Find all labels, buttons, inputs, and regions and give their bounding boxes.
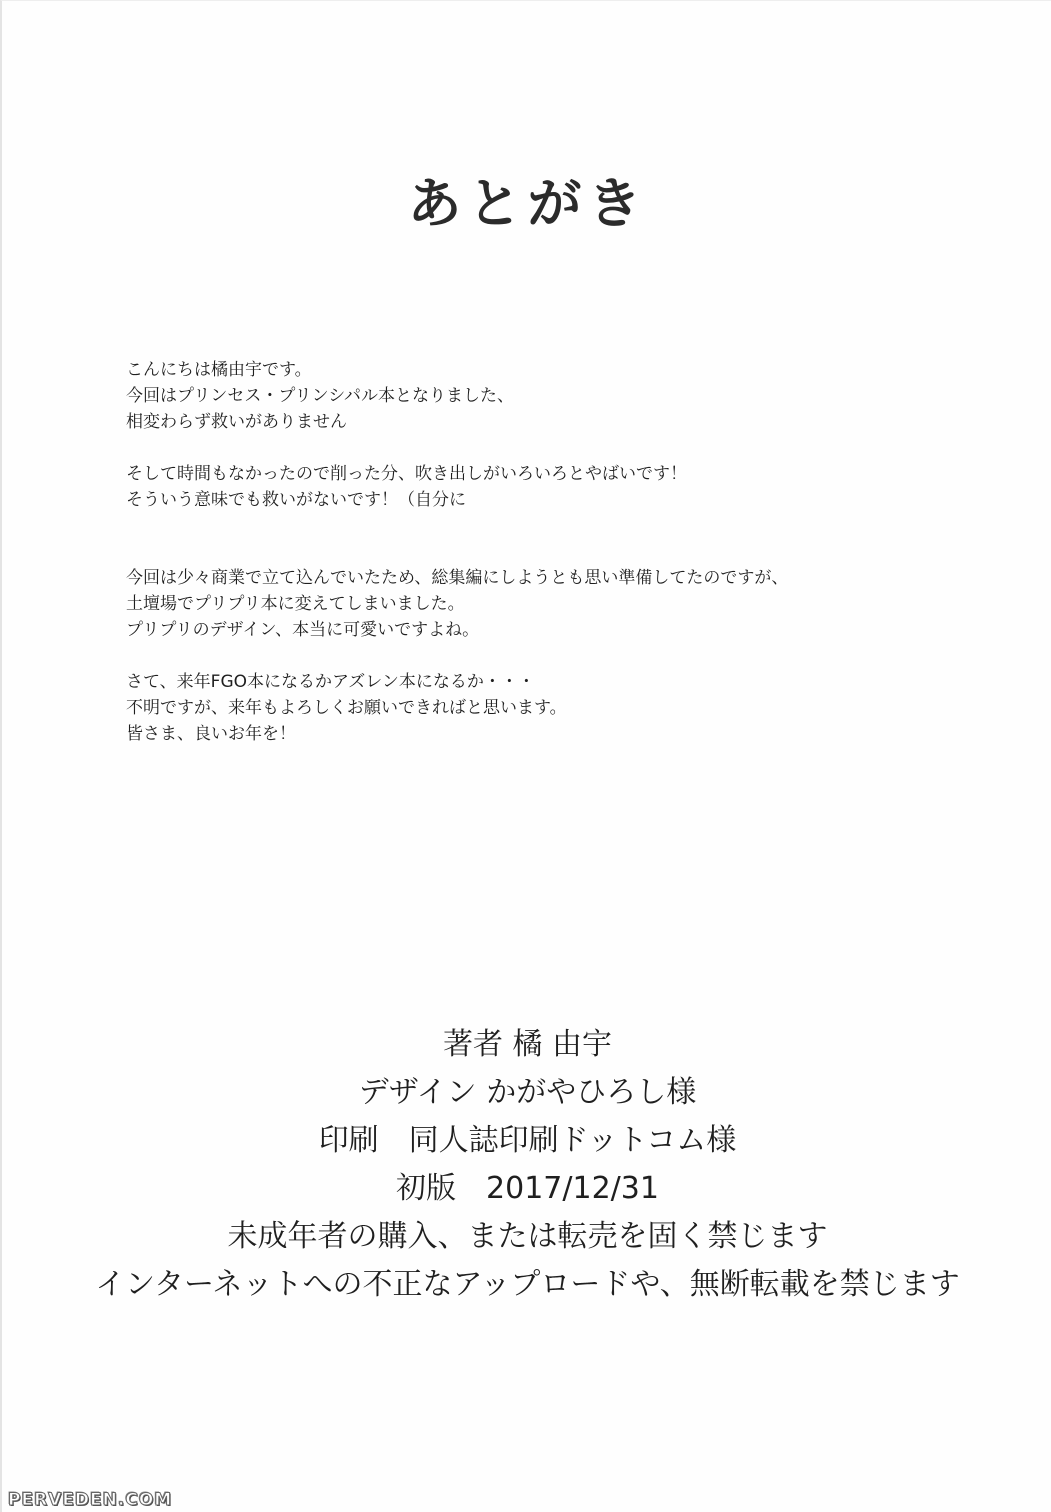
colophon-notice-upload: インターネットへの不正なアップロードや、無断転載を禁じます — [95, 1267, 960, 1302]
text-line: 土壇場でプリプリ本に変えてしまいました。 — [126, 594, 465, 614]
text-line: 皆さま、良いお年を！ — [126, 724, 296, 744]
text-line: こんにちは橘由宇です。 — [126, 360, 312, 380]
text-line: プリプリのデザイン、本当に可愛いですよね。 — [126, 620, 480, 640]
text-line: 相変わらず救いがありません — [126, 412, 347, 432]
paragraph-greeting — [126, 357, 1006, 435]
colophon — [2, 1021, 1051, 1309]
paragraph-speech-bubbles — [126, 461, 1006, 513]
text-line: さて、来年FGO本になるかアズレン本になるか・・・ — [126, 672, 535, 692]
colophon-printing: 印刷 同人誌印刷ドットコム様 — [318, 1123, 737, 1158]
text-line: そして時間もなかったので削った分、吹き出しがいろいろとやばいです！ — [126, 464, 687, 484]
site-watermark: PERVEDEN.COM — [8, 1490, 173, 1510]
text-line: そういう意味でも救いがないです！（自分に — [126, 490, 466, 510]
text-line: 今回はプリンセス・プリンシパル本となりました、 — [126, 386, 515, 406]
afterword-body — [126, 357, 1006, 773]
text-line: 今回は少々商業で立て込んでいたため、総集編にしようとも思い準備してたのですが、 — [126, 568, 789, 588]
page-title: あとがき — [407, 171, 648, 235]
colophon-author: 著者 橘 由宇 — [442, 1027, 613, 1062]
paragraph-next-year — [126, 669, 1006, 747]
colophon-design: デザイン かがやひろし様 — [358, 1075, 697, 1110]
colophon-edition: 初版 2017/12/31 — [396, 1171, 659, 1206]
text-line: 不明ですが、来年もよろしくお願いできればと思います。 — [126, 698, 567, 718]
paragraph-preparation — [126, 565, 1006, 643]
colophon-notice-minors: 未成年者の購入、または転売を固く禁じます — [227, 1219, 828, 1254]
